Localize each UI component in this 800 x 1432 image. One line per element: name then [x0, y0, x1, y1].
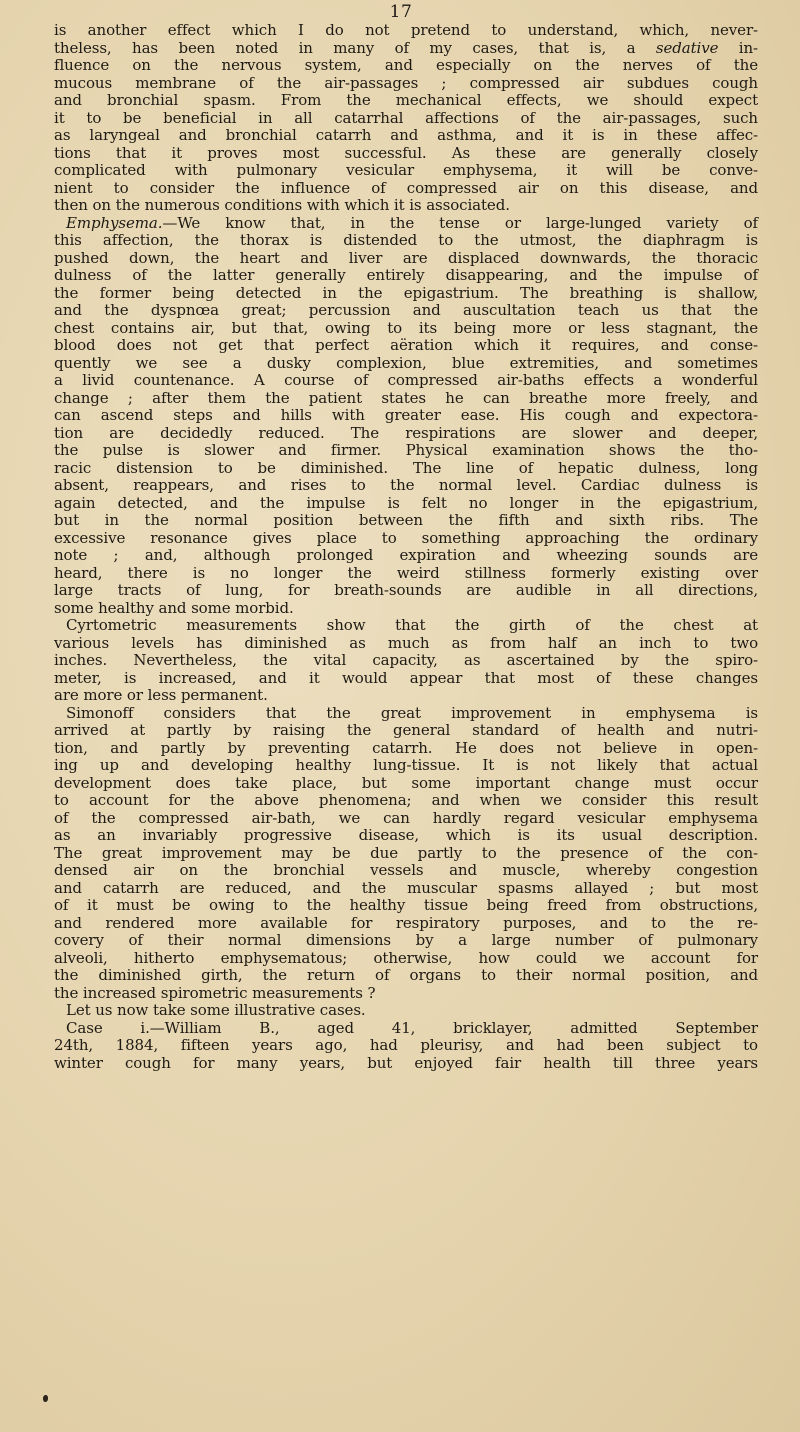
text-line	[54, 425, 758, 443]
text-run: various levels has diminished as much as from half an inch to two	[54, 633, 758, 652]
text-run: of the compressed air-bath, we can hardly regard vesicular emphysema	[54, 808, 758, 827]
text-run: development does take place, but some important change must occur	[54, 773, 758, 792]
text-line	[54, 390, 758, 408]
text-run: is another effect which I do not pretend to understand, which, never-	[54, 21, 758, 39]
text-run: heard, there is no longer the weird stillness formerly existing over	[54, 563, 758, 582]
text-line	[54, 967, 758, 985]
text-line	[54, 337, 758, 355]
text-run: racic distension to be diminished. The line of hepatic dulness, long	[54, 458, 758, 477]
text-line	[54, 810, 758, 828]
text-line	[54, 145, 758, 163]
text-line	[54, 250, 758, 268]
text-run: some healthy and some morbid.	[54, 598, 294, 617]
text-run: inches. Nevertheless, the vital capacity, as ascertained by the spiro-	[54, 651, 758, 669]
text-line	[54, 110, 758, 128]
ink-speck-mark	[43, 1395, 48, 1402]
text-run: chest contains air, but that, owing to its being more or less stagnant, the	[54, 318, 758, 337]
text-line	[54, 232, 758, 250]
text-run: meter, is increased, and it would appear that most of these changes	[54, 668, 758, 687]
text-run: and catarrh are reduced, and the muscular spasms allayed ; but most	[54, 878, 758, 897]
text-line	[54, 40, 758, 58]
text-run: arrived at partly by raising the general standard of health and nutri-	[54, 721, 758, 739]
text-line	[54, 862, 758, 880]
text-line	[54, 22, 758, 40]
text-line	[54, 932, 758, 950]
text-run: the former being detected in the epigastrium. The breathing is shallow,	[54, 283, 758, 302]
text-run: to account for the above phenomena; and when we consider this result	[54, 791, 758, 809]
body-text	[54, 22, 758, 1072]
text-run: alveoli, hitherto emphysematous; otherwise, how could we account for	[54, 948, 758, 967]
text-run: again detected, and the impulse is felt no longer in the epigastrium,	[54, 493, 758, 512]
text-run: it to be beneficial in all catarrhal affections of the air-passages, such	[54, 108, 758, 127]
text-line	[54, 722, 758, 740]
text-run: tions that it proves most successful. As these are generally closely	[54, 143, 758, 162]
text-line	[54, 897, 758, 915]
text-line	[54, 442, 758, 460]
text-run: as an invariably progressive disease, which is its usual description.	[54, 826, 758, 844]
text-run: ing up and developing healthy lung-tissue. It is not likely that actual	[54, 756, 758, 774]
text-run: but in the normal position between the fifth and sixth ribs. The	[54, 511, 758, 529]
page-number: 17	[389, 2, 413, 22]
text-line	[54, 162, 758, 180]
text-line	[54, 285, 758, 303]
text-run: a livid countenance. A course of compressed air-baths effects a wonderful	[54, 371, 758, 389]
text-line	[54, 880, 758, 898]
text-line	[54, 740, 758, 758]
text-run: Let us now take some illustrative cases.	[66, 1001, 366, 1019]
text-line	[54, 617, 758, 635]
text-run: large tracts of lung, for breath-sounds are audible in all directions,	[54, 581, 758, 599]
text-line	[54, 985, 758, 1003]
text-run: the increased spirometric measurements ?	[54, 983, 376, 1002]
text-line	[54, 652, 758, 670]
text-run: and the dyspnœa great; percussion and auscultation teach us that the	[54, 301, 758, 319]
text-line	[54, 355, 758, 373]
text-run: in-	[718, 38, 758, 57]
text-run: theless, has been noted in many of my cases, that is, a	[54, 38, 656, 57]
text-run: Simonoff considers that the great improvement in emphysema is	[66, 703, 758, 722]
text-line	[54, 1037, 758, 1055]
text-line	[54, 547, 758, 565]
text-line	[54, 92, 758, 110]
text-run: change ; after them the patient states he can breathe more freely, and	[54, 388, 758, 407]
text-run: The great improvement may be due partly to the presence of the con-	[54, 843, 758, 862]
text-run: fluence on the nervous system, and especially on the nerves of the	[54, 56, 758, 74]
text-run: note ; and, although prolonged expiration and wheezing sounds are	[54, 546, 758, 564]
text-run: quently we see a dusky complexion, blue extremities, and sometimes	[54, 353, 758, 372]
text-line	[54, 600, 758, 618]
text-run: Case i.—William B., aged 41, bricklayer, admitted September	[66, 1018, 758, 1037]
text-run: of it must be owing to the healthy tissue being freed from obstructions,	[54, 896, 758, 914]
text-line	[54, 267, 758, 285]
text-run: Cyrtometric measurements show that the girth of the chest at	[66, 616, 758, 634]
text-run: covery of their normal dimensions by a large number of pulmonary	[54, 931, 758, 949]
text-line	[54, 1055, 758, 1073]
text-run: the diminished girth, the return of organs to their normal position, and	[54, 966, 758, 984]
text-line	[54, 530, 758, 548]
text-run: then on the numerous conditions with which it is associated.	[54, 196, 510, 214]
text-run: are more or less permanent.	[54, 686, 268, 704]
text-run: dulness of the latter generally entirely disappearing, and the impulse of	[54, 266, 758, 284]
text-run: complicated with pulmonary vesicular emphysema, it will be conve-	[54, 161, 758, 179]
text-line	[54, 407, 758, 425]
text-run: absent, reappears, and rises to the normal level. Cardiac dulness is	[54, 476, 758, 494]
text-line	[54, 792, 758, 810]
text-line	[54, 1020, 758, 1038]
text-run: and rendered more available for respiratory purposes, and to the re-	[54, 913, 758, 932]
text-run: as laryngeal and bronchial catarrh and asthma, and it is in these affec-	[54, 126, 758, 144]
text-line	[54, 180, 758, 198]
italic-run: Emphysema.	[66, 213, 163, 232]
text-line	[54, 215, 758, 233]
text-run: tion, and partly by preventing catarrh. He does not believe in open-	[54, 738, 758, 757]
text-run: —We know that, in the tense or large-lunged variety of	[162, 213, 758, 232]
text-line	[54, 915, 758, 933]
text-run: this affection, the thorax is distended to the utmost, the diaphragm is	[54, 231, 758, 249]
text-run: densed air on the bronchial vessels and muscle, whereby congestion	[54, 861, 758, 879]
text-line	[54, 565, 758, 583]
italic-run: sedative	[655, 38, 719, 57]
text-run: nient to consider the influence of compressed air on this disease, and	[54, 178, 758, 197]
text-run: pushed down, the heart and liver are displaced downwards, the thoracic	[54, 248, 758, 267]
text-line	[54, 75, 758, 93]
text-line	[54, 775, 758, 793]
text-line	[54, 950, 758, 968]
text-line	[54, 460, 758, 478]
text-run: mucous membrane of the air-passages ; compressed air subdues cough	[54, 73, 758, 92]
text-line	[54, 372, 758, 390]
text-line	[54, 687, 758, 705]
text-line	[54, 670, 758, 688]
text-line	[54, 302, 758, 320]
text-line	[54, 635, 758, 653]
text-run: tion are decidedly reduced. The respirations are slower and deeper,	[54, 423, 758, 442]
text-line	[54, 477, 758, 495]
text-run: winter cough for many years, but enjoyed fair health till three years	[54, 1053, 758, 1072]
text-run: and bronchial spasm. From the mechanical effects, we should expect	[54, 91, 758, 109]
text-line	[54, 57, 758, 75]
text-run: 24th, 1884, fifteen years ago, had pleurisy, and had been subject to	[54, 1036, 758, 1054]
text-line	[54, 1002, 758, 1020]
text-line	[54, 320, 758, 338]
text-line	[54, 845, 758, 863]
text-line	[54, 197, 758, 215]
text-line	[54, 582, 758, 600]
text-run: can ascend steps and hills with greater ease. His cough and expectora-	[54, 406, 758, 424]
text-line	[54, 827, 758, 845]
text-line	[54, 495, 758, 513]
text-line	[54, 127, 758, 145]
text-run: excessive resonance gives place to something approaching the ordinary	[54, 528, 758, 547]
text-run: blood does not get that perfect aëration which it requires, and conse-	[54, 336, 758, 354]
text-line	[54, 705, 758, 723]
text-run: the pulse is slower and firmer. Physical examination shows the tho-	[54, 441, 758, 459]
text-line	[54, 757, 758, 775]
text-line	[54, 512, 758, 530]
